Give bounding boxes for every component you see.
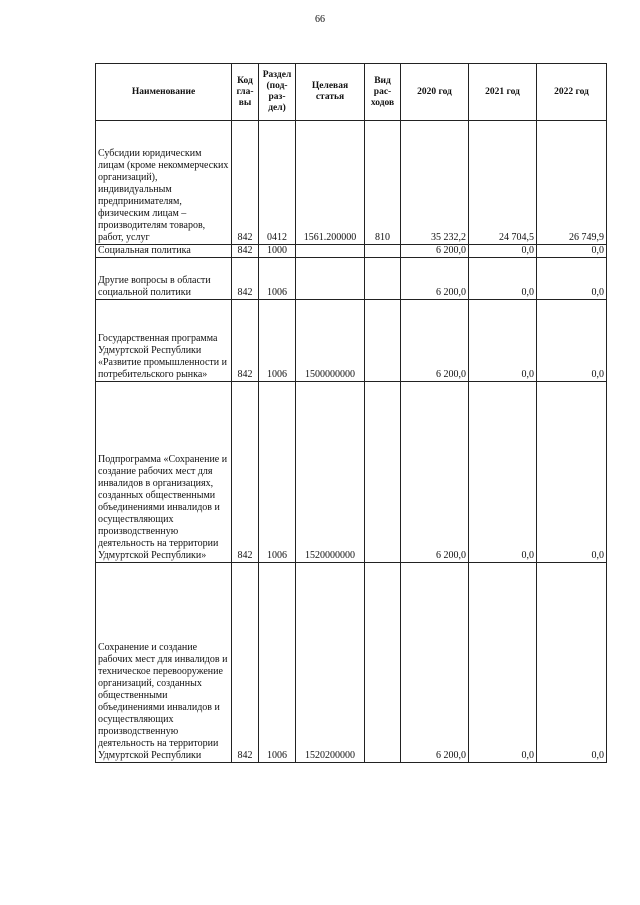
row-expense: 810 (365, 121, 401, 245)
row-2022: 0,0 (537, 258, 607, 300)
col-header-chapter-code: Код гла- вы (232, 64, 259, 121)
row-2021: 0,0 (469, 382, 537, 563)
row-expense (365, 258, 401, 300)
header-row (96, 64, 607, 121)
page-number: 66 (315, 14, 325, 25)
col-header-target: Целевая статья (296, 64, 365, 121)
row-section: 1006 (259, 563, 296, 763)
row-2022: 0,0 (537, 245, 607, 258)
row-2021: 24 704,5 (469, 121, 537, 245)
row-chapter: 842 (232, 300, 259, 382)
row-target: 1561.200000 (296, 121, 365, 245)
row-2020: 35 232,2 (401, 121, 469, 245)
row-chapter: 842 (232, 245, 259, 258)
row-chapter: 842 (232, 382, 259, 563)
row-name: Сохранение и создание рабочих мест для инвалидов и техническое перевооружение организаций, созданных общественными объединениями инвалидов и осуществляющих производственную деятельность на территории Удмуртской Республики (96, 563, 232, 763)
row-chapter: 842 (232, 121, 259, 245)
row-expense (365, 382, 401, 563)
row-section: 1000 (259, 245, 296, 258)
row-expense (365, 563, 401, 763)
row-name: Субсидии юридическим лицам (кроме некоммерческих организаций), индивидуальным предпринимателям, физическим лицам – производителям товаров, работ, услуг (96, 121, 232, 245)
row-2021: 0,0 (469, 300, 537, 382)
row-name: Государственная программа Удмуртской Республики «Развитие промышленности и потребительского рынка» (96, 300, 232, 382)
row-2021: 0,0 (469, 258, 537, 300)
col-header-2020: 2020 год (401, 64, 469, 121)
col-header-2022: 2022 год (537, 64, 607, 121)
table-row (96, 258, 607, 300)
row-section: 1006 (259, 300, 296, 382)
row-section: 1006 (259, 382, 296, 563)
table-row (96, 300, 607, 382)
row-target (296, 245, 365, 258)
col-header-expense-type: Вид рас- ходов (365, 64, 401, 121)
row-name: Другие вопросы в области социальной политики (96, 258, 232, 300)
row-target (296, 258, 365, 300)
row-2021: 0,0 (469, 245, 537, 258)
table-row (96, 121, 607, 245)
row-section: 1006 (259, 258, 296, 300)
row-2022: 26 749,9 (537, 121, 607, 245)
col-header-name: Наименование (96, 64, 232, 121)
row-2020: 6 200,0 (401, 382, 469, 563)
row-target: 1500000000 (296, 300, 365, 382)
row-name: Социальная политика (96, 245, 232, 258)
row-2021: 0,0 (469, 563, 537, 763)
row-target: 1520200000 (296, 563, 365, 763)
row-chapter: 842 (232, 258, 259, 300)
table-row (96, 245, 607, 258)
budget-table (95, 63, 607, 763)
row-2020: 6 200,0 (401, 258, 469, 300)
row-expense (365, 300, 401, 382)
row-expense (365, 245, 401, 258)
row-2020: 6 200,0 (401, 245, 469, 258)
row-section: 0412 (259, 121, 296, 245)
row-2022: 0,0 (537, 382, 607, 563)
row-2022: 0,0 (537, 300, 607, 382)
col-header-section: Раздел (под- раз- дел) (259, 64, 296, 121)
col-header-2021: 2021 год (469, 64, 537, 121)
row-chapter: 842 (232, 563, 259, 763)
row-2020: 6 200,0 (401, 300, 469, 382)
row-name: Подпрограмма «Сохранение и создание рабочих мест для инвалидов в организациях, созданных общественными объединениями инвалидов и осуществляющих производственную деятельность на территории Удмуртской Республики» (96, 382, 232, 563)
table-row (96, 382, 607, 563)
row-2022: 0,0 (537, 563, 607, 763)
table-row (96, 563, 607, 763)
row-2020: 6 200,0 (401, 563, 469, 763)
row-target: 1520000000 (296, 382, 365, 563)
